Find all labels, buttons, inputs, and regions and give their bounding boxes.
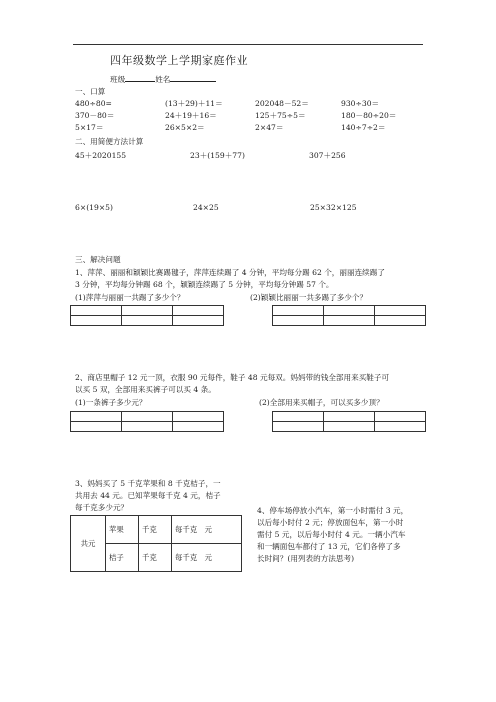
q1-text-line: 1、萍萍、丽丽和颖颖比赛踢毽子，萍萍连续踢了 4 分钟，平均每分踢 62 个，丽丽连续踢了 — [75, 268, 385, 277]
q4-text-line: 和一辆面包车都付了 13 元，它们各停了多 — [257, 542, 401, 551]
simple-item: 24×25 — [193, 203, 219, 212]
answer-cell[interactable] — [122, 306, 173, 316]
q4-text-line: 以后每小时付 2 元；停放面包车，第一小时 — [257, 518, 404, 527]
class-blank — [125, 73, 155, 82]
q1-sub-b: (2)颖颖比丽丽一共多踢了多少个？ — [250, 293, 368, 302]
q2-answer-table-a — [70, 411, 224, 432]
simple-item: 45＋2020155 — [75, 151, 127, 160]
q2-sub-b: (2)全部用来买帽子，可以买多少顶？ — [259, 398, 384, 407]
answer-cell[interactable] — [122, 412, 173, 422]
oral-item: (13＋29)＋11＝ — [165, 99, 223, 108]
header-rule — [73, 44, 423, 45]
name-blank — [170, 73, 216, 82]
q3-info-table — [70, 515, 242, 572]
simple-item: 307＋256 — [309, 151, 346, 160]
answer-cell[interactable] — [324, 422, 375, 432]
answer-cell[interactable] — [173, 306, 224, 316]
orange-kg-cell: 千克 — [139, 544, 172, 572]
answer-cell[interactable] — [173, 316, 224, 326]
answer-cell[interactable] — [273, 422, 324, 432]
answer-cell[interactable] — [273, 306, 324, 316]
student-info — [110, 73, 216, 85]
answer-cell[interactable] — [71, 316, 122, 326]
oral-item: 930÷30＝ — [341, 99, 380, 108]
oral-item: 480÷80= — [75, 99, 112, 108]
oral-item: 2×47＝ — [255, 123, 284, 132]
answer-cell[interactable] — [122, 316, 173, 326]
answer-cell[interactable] — [71, 306, 122, 316]
q2-text-line: 以买 5 双，全部用来买裤子可以买 4 条。 — [75, 385, 216, 394]
section-oral-heading: 一、口算 — [75, 87, 106, 96]
apple-kg-cell: 千克 — [139, 516, 172, 544]
name-label: 姓名 — [155, 75, 171, 84]
q2-answer-table-b — [272, 411, 426, 432]
q3-text-line: 共用去 44 元。已知苹果每千克 4 元，桔子 — [75, 491, 221, 500]
oral-item: 180－80÷20＝ — [341, 111, 397, 120]
answer-cell[interactable] — [324, 316, 375, 326]
q4-text-line: 需付 5 元，以后每小时付 4 元。一辆小汽车 — [257, 530, 406, 539]
q3-text-line: 3、妈妈买了 5 千克苹果和 8 千克桔子，一 — [75, 479, 221, 488]
simple-item: 6×(19×5) — [75, 203, 113, 212]
oral-item: 202048－52＝ — [255, 99, 309, 108]
q1-answer-table-a — [70, 305, 224, 326]
q1-text-line: 3 分钟，平均每分钟踢 68 个，颖颖连续踢了 5 分钟，平均每分钟踢 57 个。 — [75, 280, 334, 289]
answer-cell[interactable] — [71, 422, 122, 432]
class-label: 班级 — [110, 75, 126, 84]
q1-sub-a: (1)萍萍与丽丽一共踢了多少个？ — [75, 293, 185, 302]
apple-label: 苹果 — [106, 516, 139, 544]
simple-item: 25×32×125 — [310, 203, 357, 212]
q4-text-line: 长时间？(用列表的方法思考) — [257, 554, 355, 563]
total-cell: 共元 — [71, 516, 106, 572]
answer-cell[interactable] — [273, 316, 324, 326]
oral-item: 370－80＝ — [75, 111, 115, 120]
page-title: 四年级数学上学期家庭作业 — [110, 54, 248, 67]
section-simple-heading: 二、用简便方法计算 — [75, 137, 144, 146]
answer-cell[interactable] — [375, 412, 426, 422]
oral-item: 140÷7÷2＝ — [341, 123, 386, 132]
answer-cell[interactable] — [122, 422, 173, 432]
q2-text-line: 2、商店里帽子 12 元一顶，衣服 90 元每件，鞋子 48 元每双。妈妈带的钱全部用来买鞋子可 — [75, 373, 390, 382]
simple-item: 23＋(159＋77) — [190, 151, 245, 160]
answer-cell[interactable] — [71, 412, 122, 422]
answer-cell[interactable] — [324, 412, 375, 422]
orange-label: 桔子 — [106, 544, 139, 572]
answer-cell[interactable] — [173, 412, 224, 422]
oral-item: 26×5×2＝ — [165, 123, 205, 132]
oral-item: 125＋75÷5＝ — [255, 111, 306, 120]
orange-price-cell: 每千克 元 — [172, 544, 242, 572]
answer-cell[interactable] — [324, 306, 375, 316]
apple-price-cell: 每千克 元 — [172, 516, 242, 544]
q3-text-line: 每千克多少元？ — [75, 503, 129, 512]
answer-cell[interactable] — [375, 422, 426, 432]
oral-item: 24＋19＋16＝ — [165, 111, 217, 120]
answer-cell[interactable] — [173, 422, 224, 432]
oral-item: 5×17＝ — [75, 123, 104, 132]
section-solve-heading: 三、解决问题 — [75, 255, 121, 264]
q2-sub-a: (1)一条裤子多少元？ — [75, 398, 147, 407]
answer-cell[interactable] — [375, 306, 426, 316]
q4-text-line: 4、停车场停放小汽车，第一小时需付 3 元， — [257, 506, 409, 515]
q1-answer-table-b — [272, 305, 426, 326]
answer-cell[interactable] — [375, 316, 426, 326]
answer-cell[interactable] — [273, 412, 324, 422]
